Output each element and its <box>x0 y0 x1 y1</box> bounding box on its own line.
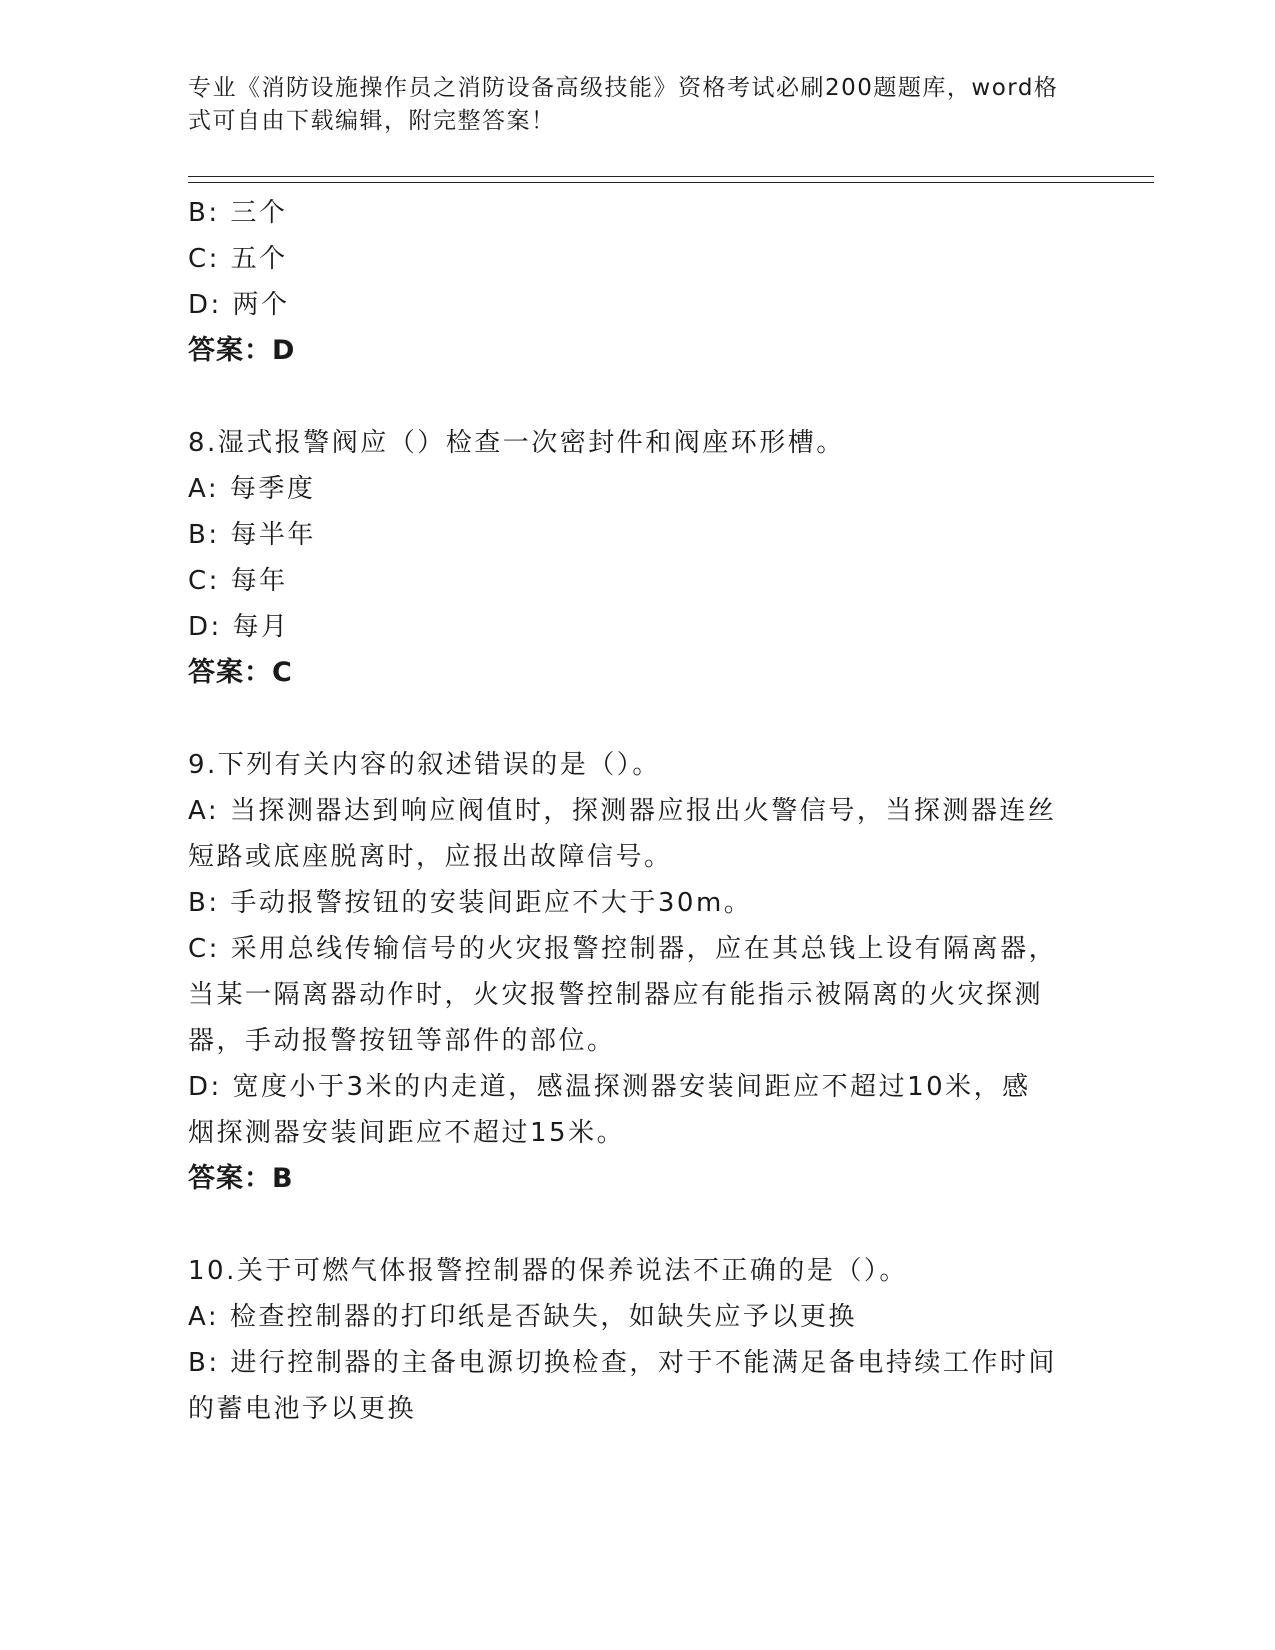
header-line-1: 专业《消防设施操作员之消防设备高级技能》资格考试必刷200题题库，word格 <box>188 75 1059 101</box>
answer: 答案：D <box>188 335 296 366</box>
document-header <box>188 72 1068 138</box>
header-divider-top <box>188 176 1154 177</box>
question-8 <box>188 420 1088 696</box>
option-d-line-2: 烟探测器安装间距应不超过15米。 <box>188 1118 626 1148</box>
option-a: A: 检查控制器的打印纸是否缺失，如缺失应予以更换 <box>188 1302 857 1332</box>
question-content <box>188 190 1088 1432</box>
option-b-line-1: B: 进行控制器的主备电源切换检查，对于不能满足备电持续工作时间 <box>188 1348 1057 1378</box>
option-c: C: 每年 <box>188 566 288 596</box>
option-c-line-3: 器，手动报警按钮等部件的部位。 <box>188 1026 616 1056</box>
answer: 答案：C <box>188 657 293 688</box>
option-c-line-2: 当某一隔离器动作时，火灾报警控制器应有能指示被隔离的火灾探测 <box>188 980 1044 1010</box>
option-b: B: 三个 <box>188 198 288 228</box>
option-d: D: 每月 <box>188 612 290 642</box>
option-d-line-1: D: 宽度小于3米的内走道，感温探测器安装间距应不超过10米，感 <box>188 1072 1031 1102</box>
question-7 <box>188 190 1088 374</box>
option-d: D: 两个 <box>188 290 290 320</box>
option-b: B: 每半年 <box>188 520 316 550</box>
spacer <box>188 374 1088 420</box>
question-text: 9.下列有关内容的叙述错误的是（）。 <box>188 750 661 780</box>
option-a: A: 每季度 <box>188 474 316 504</box>
question-10 <box>188 1248 1088 1432</box>
option-a-line-2: 短路或底座脱离时，应报出故障信号。 <box>188 842 673 872</box>
option-c-line-1: C: 采用总线传输信号的火灾报警控制器，应在其总钱上设有隔离器， <box>188 934 1058 964</box>
spacer <box>188 1202 1088 1248</box>
option-b-line-2: 的蓄电池予以更换 <box>188 1394 417 1424</box>
question-9 <box>188 742 1088 1202</box>
question-text: 10.关于可燃气体报警控制器的保养说法不正确的是（）。 <box>188 1256 908 1286</box>
question-text: 8.湿式报警阀应（）检查一次密封件和阀座环形槽。 <box>188 428 845 458</box>
option-b: B: 手动报警按钮的安装间距应不大于30m。 <box>188 888 753 918</box>
spacer <box>188 696 1088 742</box>
header-line-2: 式可自由下载编辑，附完整答案！ <box>188 108 556 134</box>
answer: 答案：B <box>188 1163 294 1194</box>
option-a-line-1: A: 当探测器达到响应阀值时，探测器应报出火警信号，当探测器连丝 <box>188 796 1057 826</box>
header-divider-bottom <box>188 182 1154 183</box>
option-c: C: 五个 <box>188 244 288 274</box>
